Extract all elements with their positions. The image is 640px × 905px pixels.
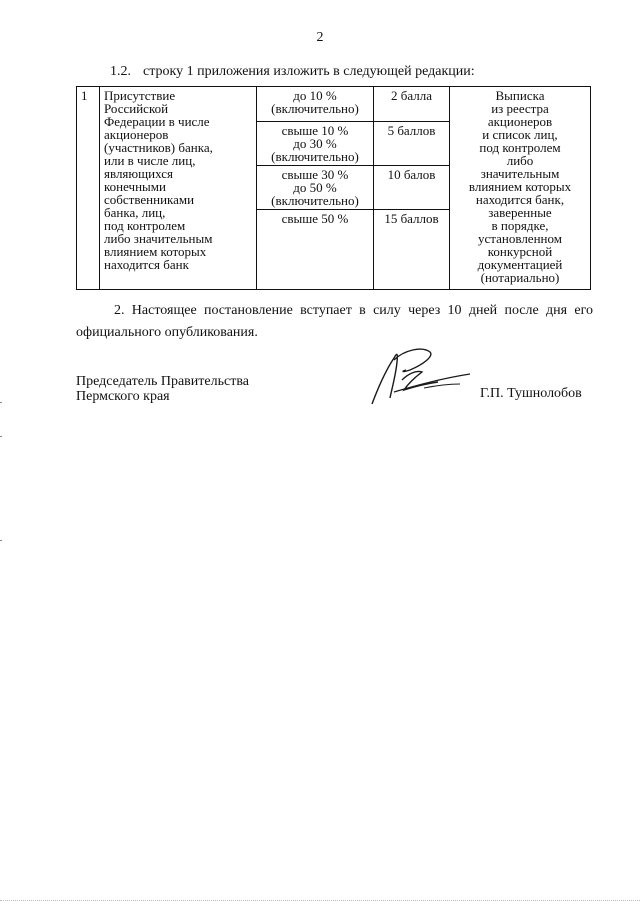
- document-line: и список лиц,: [482, 127, 558, 142]
- subject-line: влиянием которых: [104, 244, 207, 259]
- share-line: до 30 %: [293, 136, 337, 151]
- paragraph-2: 2. Настоящее постановление вступает в силу через 10 дней после дня его официального опубликования.: [76, 303, 593, 340]
- signer-title-line: Председатель Правительства: [76, 374, 249, 389]
- subject-line: (участников) банка,: [104, 140, 213, 155]
- share-line: до 50 %: [293, 180, 337, 195]
- share-line: свыше 30 %: [281, 167, 349, 182]
- share-line: свыше 50 %: [281, 211, 349, 226]
- signer-title: [76, 374, 249, 404]
- document-line: значительным: [480, 166, 560, 181]
- share-line: (включительно): [271, 101, 359, 116]
- subject-line: под контролем: [104, 218, 186, 233]
- scan-bottom-edge: [0, 900, 640, 901]
- score-cell: 10 балов: [374, 166, 450, 210]
- subject-line: собственниками: [104, 192, 195, 207]
- subject-line: либо значительным: [104, 231, 213, 246]
- document-line: конкурсной: [487, 244, 553, 259]
- clause-number: 1.2.: [110, 64, 131, 79]
- share-cell: [257, 122, 374, 166]
- subject-line: находится банк: [104, 257, 189, 272]
- document-line: либо: [506, 153, 534, 168]
- signer-name: Г.П. Тушнолобов: [480, 386, 582, 401]
- subject-line: акционеров: [104, 127, 169, 142]
- document-cell: [450, 87, 591, 290]
- document-line: из реестра: [491, 101, 549, 116]
- score-cell: 5 баллов: [374, 122, 450, 166]
- clause-intro: [110, 64, 475, 80]
- subject-line: банка, лиц,: [104, 205, 166, 220]
- document-line: установленном: [478, 231, 562, 246]
- share-line: свыше 10 %: [281, 123, 349, 138]
- share-line: до 10 %: [293, 88, 337, 103]
- criteria-table: [76, 86, 591, 290]
- document-line: в порядке,: [491, 218, 549, 233]
- subject-line: или в числе лиц,: [104, 153, 196, 168]
- subject-cell: [100, 87, 257, 290]
- subject-line: Федерации в числе: [104, 114, 210, 129]
- subject-line: Присутствие: [104, 88, 176, 103]
- document-line: (нотариально): [480, 270, 560, 285]
- share-cell: [257, 210, 374, 290]
- handwritten-signature: [364, 340, 476, 410]
- document-line: акционеров: [487, 114, 553, 129]
- subject-line: конечными: [104, 179, 166, 194]
- score-cell: 2 балла: [374, 87, 450, 122]
- share-line: (включительно): [271, 193, 359, 208]
- document-line: под контролем: [479, 140, 561, 155]
- row-number: 1: [77, 87, 100, 290]
- subject-line: являющихся: [104, 166, 173, 181]
- clause-text: строку 1 приложения изложить в следующей редакции:: [143, 64, 475, 79]
- share-cell: [257, 87, 374, 122]
- document-line: Выписка: [495, 88, 545, 103]
- scan-edge-mark: [0, 540, 2, 541]
- scan-edge-mark: [0, 402, 2, 403]
- subject-line: Российской: [104, 101, 169, 116]
- document-line: документацией: [477, 257, 563, 272]
- signer-title-line: Пермского края: [76, 389, 170, 404]
- document-line: находится банк,: [475, 192, 565, 207]
- scan-edge-mark: [0, 436, 2, 437]
- score-cell: 15 баллов: [374, 210, 450, 290]
- document-line: влиянием которых: [468, 179, 572, 194]
- share-line: (включительно): [271, 149, 359, 164]
- document-line: заверенные: [488, 205, 552, 220]
- page-number: 2: [316, 30, 324, 45]
- share-cell: [257, 166, 374, 210]
